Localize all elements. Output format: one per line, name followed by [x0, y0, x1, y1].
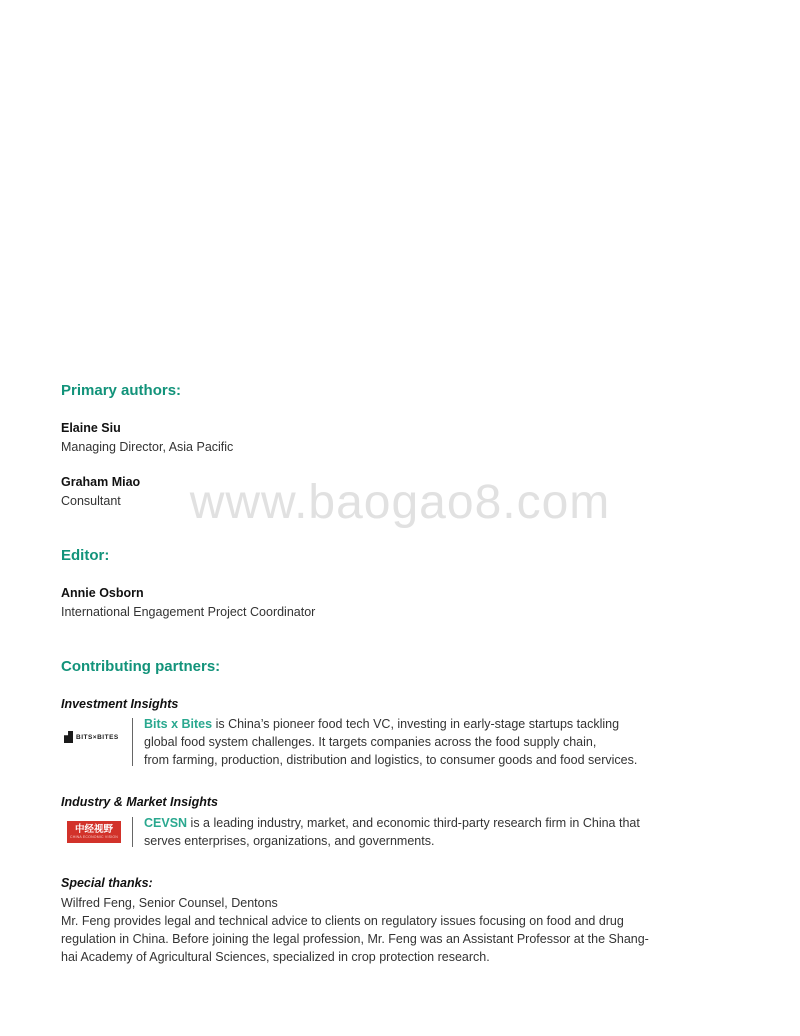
editor-heading: Editor:	[61, 547, 110, 564]
special-thanks-person: Wilfred Feng, Senior Counsel, Dentons	[61, 896, 278, 910]
partner-category: Investment Insights	[61, 697, 179, 711]
bits-x-bites-logo	[64, 730, 119, 744]
bits-logo-text: BITS×BITES	[76, 733, 119, 741]
editor-name: Annie Osborn	[61, 586, 144, 600]
special-thanks-heading: Special thanks:	[61, 876, 153, 890]
special-thanks-body: Wilfred Feng, Senior Counsel, Dentons Mr. Feng provides legal and technical advice to clients on regulatory issues focusing on food and drug regulation in China. Before joining the legal profession, Mr. Feng was an Assistant Professor at the Shang- hai Academy of Agricultural Sciences, specialized in crop protection research.	[61, 894, 691, 966]
author-name: Elaine Siu	[61, 421, 121, 435]
author-name: Graham Miao	[61, 475, 141, 489]
editor-role: International Engagement Project Coordinator	[61, 605, 316, 619]
partner-category: Industry & Market Insights	[61, 795, 218, 809]
partner-description: CEVSN is a leading industry, market, and economic third-party research firm in China that serves enterprises, organizations, and governments.	[144, 816, 640, 848]
partner-name: CEVSN	[144, 816, 188, 830]
partner-divider	[132, 817, 133, 847]
author-role: Managing Director, Asia Pacific	[61, 440, 234, 454]
watermark: www.baogao8.com	[189, 476, 611, 529]
bits-logo-mark-icon	[64, 731, 73, 743]
contributing-partners-heading: Contributing partners:	[61, 658, 221, 675]
primary-authors-heading: Primary authors:	[61, 382, 182, 399]
partner-name: Bits x Bites	[144, 717, 213, 731]
partner-divider	[132, 718, 133, 766]
author-role: Consultant	[61, 494, 121, 508]
partner-description: Bits x Bites is China’s pioneer food tech VC, investing in early-stage startups tackling global food system challenges. It targets companies across the food supply chain, from farming, production, distribution and logistics, to consumer goods and food services.	[144, 717, 638, 767]
cevsn-logo: 中经视野 CHINA ECONOMIC VISION	[67, 821, 121, 843]
